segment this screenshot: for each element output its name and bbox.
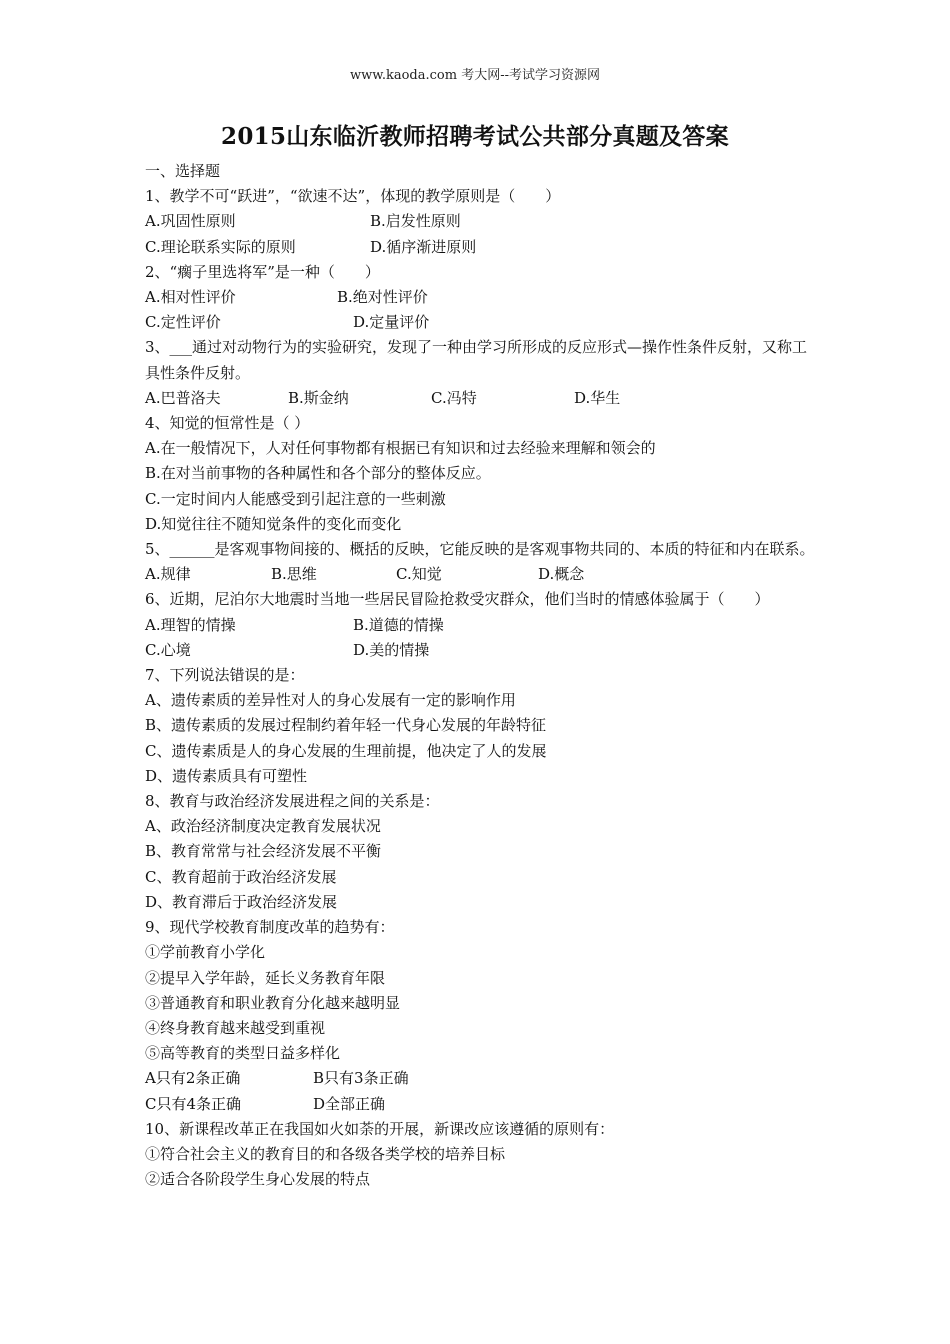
question-3-option-a: A.巴普洛夫	[145, 388, 221, 407]
section-heading: 一、选择题	[145, 162, 221, 180]
question-2-stem: 2、“瘸子里选将军”是一种（ ）	[145, 262, 380, 281]
question-5-option-a: A.规律	[145, 565, 191, 584]
question-5-option-d: D.概念	[538, 565, 585, 584]
question-6-option-c: C.心境	[145, 640, 191, 659]
question-1-option-a: A.巩固性原则	[145, 212, 236, 231]
question-3-options	[145, 386, 817, 411]
question-6-stem: 6、近期，尼泊尔大地震时当地一些居民冒险抢救受灾群众，他们当时的情感体验属于（ ）	[145, 590, 770, 609]
question-9-item: ④终身教育越来越受到重视	[145, 1018, 326, 1037]
question-4-stem: 4、知觉的恒常性是（ ）	[145, 414, 310, 433]
question-2-option-b: B.绝对性评价	[337, 288, 428, 307]
question-6-options-row-2	[145, 638, 817, 663]
page-title: 2015山东临沂教师招聘考试公共部分真题及答案	[221, 123, 729, 150]
question-4-option-a: A.在一般情况下，人对任何事物都有根据已有知识和过去经验来理解和领会的	[145, 439, 656, 458]
document-body	[145, 159, 817, 1192]
question-8-option-c: C、教育超前于政治经济发展	[145, 867, 337, 886]
question-8-stem: 8、教育与政治经济发展进程之间的关系是：	[145, 792, 440, 811]
question-1-option-b: B.启发性原则	[370, 212, 461, 231]
question-6-option-a: A.理智的情操	[145, 615, 236, 634]
question-3-option-b: B.斯金纳	[288, 388, 349, 407]
question-9-stem: 9、现代学校教育制度改革的趋势有：	[145, 918, 395, 937]
question-1-stem: 1、教学不可“跃进”，“欲速不达”，体现的教学原则是（ ）	[145, 187, 561, 206]
question-8-option-d: D、教育滞后于政治经济发展	[145, 892, 338, 911]
question-7-option-a: A、遗传素质的差异性对人的身心发展有一定的影响作用	[145, 691, 516, 710]
question-4-option-c: C.一定时间内人能感受到引起注意的一些刺激	[145, 489, 446, 508]
question-5-option-c: C.知觉	[396, 565, 442, 584]
question-2-option-d: D.定量评价	[353, 313, 430, 332]
question-7-option-d: D、遗传素质具有可塑性	[145, 766, 308, 785]
question-5-options	[145, 562, 817, 587]
question-7-option-b: B、遗传素质的发展过程制约着年轻一代身心发展的年龄特征	[145, 716, 547, 735]
question-6-options-row-1	[145, 613, 817, 638]
question-4-option-d: D.知觉往往不随知觉条件的变化而变化	[145, 514, 402, 533]
question-2-options-row-2	[145, 310, 817, 335]
question-9-item: ⑤高等教育的类型日益多样化	[145, 1044, 341, 1063]
question-9-item: ③普通教育和职业教育分化越来越明显	[145, 993, 401, 1012]
question-1-options-row-2	[145, 235, 817, 260]
question-9-option-d: D全部正确	[313, 1094, 386, 1113]
question-9-item: ②提早入学年龄，延长义务教育年限	[145, 968, 386, 987]
question-8-option-a: A、政治经济制度决定教育发展状况	[145, 817, 381, 836]
question-9-option-b: B只有3条正确	[313, 1069, 409, 1088]
question-7-option-c: C、遗传素质是人的身心发展的生理前提，他决定了人的发展	[145, 741, 547, 760]
question-5-stem: 5、______是客观事物间接的、概括的反映，它能反映的是客观事物共同的、本质的特征和内在联系。	[145, 540, 815, 559]
question-9-option-a: A只有2条正确	[145, 1069, 241, 1088]
question-6-option-b: B.道德的情操	[353, 615, 444, 634]
question-5-option-b: B.思维	[271, 565, 317, 584]
question-7-stem: 7、下列说法错误的是：	[145, 666, 305, 685]
question-10-item: ①符合社会主义的教育目的和各级各类学校的培养目标	[145, 1144, 506, 1163]
question-3-option-d: D.华生	[574, 388, 621, 407]
question-9-options-row-1	[145, 1066, 817, 1091]
question-10-stem: 10、新课程改革正在我国如火如荼的开展，新课改应该遵循的原则有：	[145, 1119, 615, 1138]
question-2-option-a: A.相对性评价	[145, 288, 236, 307]
question-2-option-c: C.定性评价	[145, 313, 221, 332]
question-2-options-row-1	[145, 285, 817, 310]
question-3-option-c: C.冯特	[431, 388, 477, 407]
question-1-options-row-1	[145, 209, 817, 234]
question-9-options-row-2	[145, 1092, 817, 1117]
question-1-option-c: C.理论联系实际的原则	[145, 237, 296, 256]
question-9-item: ①学前教育小学化	[145, 943, 266, 962]
question-9-option-c: C只有4条正确	[145, 1094, 242, 1113]
question-8-option-b: B、教育常常与社会经济发展不平衡	[145, 842, 382, 861]
question-4-option-b: B.在对当前事物的各种属性和各个部分的整体反应。	[145, 464, 491, 483]
question-6-option-d: D.美的情操	[353, 640, 430, 659]
question-1-option-d: D.循序渐进原则	[370, 237, 477, 256]
question-3-stem: 3、___通过对动物行为的实验研究，发现了一种由学习所形成的反应形式—操作性条件反射，又称工具性条件反射。	[145, 338, 808, 382]
page-header: www.kaoda.com 考大网--考试学习资源网	[350, 68, 600, 83]
question-10-item: ②适合各阶段学生身心发展的特点	[145, 1170, 371, 1189]
